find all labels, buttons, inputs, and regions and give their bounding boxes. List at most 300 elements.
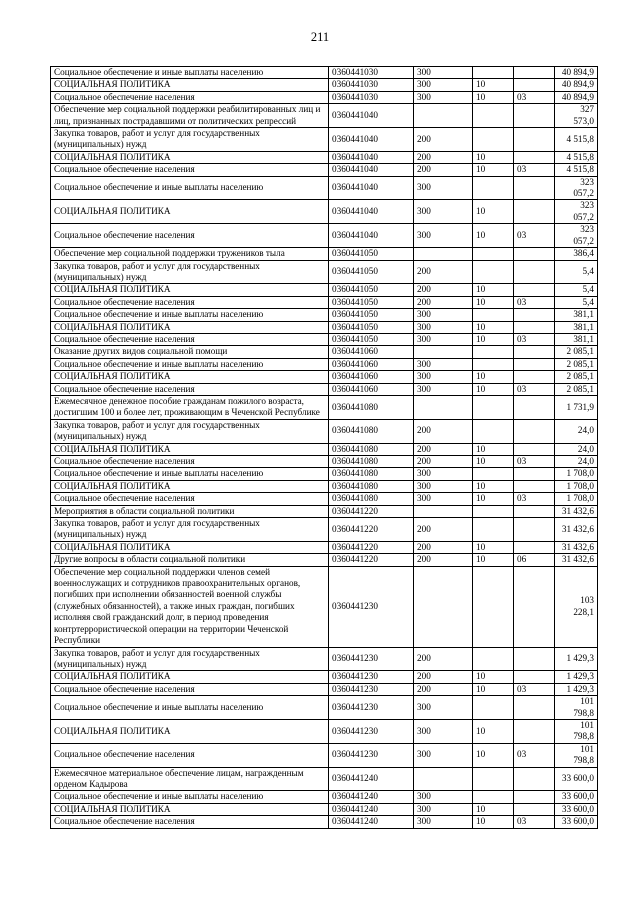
table-row bbox=[51, 128, 598, 152]
row-expense-type-cell: 300 bbox=[414, 743, 473, 767]
row-subsection-cell: 03 bbox=[514, 683, 555, 695]
row-amount-cell: 381,1 bbox=[555, 309, 598, 321]
row-expense-type-cell: 300 bbox=[414, 91, 473, 103]
row-code-cell: 0360441050 bbox=[329, 333, 414, 345]
row-name-cell: СОЦИАЛЬНАЯ ПОЛИТИКА bbox=[51, 443, 329, 455]
row-code-cell: 0360441220 bbox=[329, 518, 414, 542]
row-amount-cell: 33 600,0 bbox=[555, 803, 598, 815]
row-name-cell: Ежемесячное материальное обеспечение лицам, награжденным орденом Кадырова bbox=[51, 767, 329, 791]
budget-table bbox=[50, 66, 598, 829]
table-row bbox=[51, 683, 598, 695]
row-amount-cell: 2 085,1 bbox=[555, 371, 598, 383]
table-row bbox=[51, 104, 598, 128]
table-row bbox=[51, 541, 598, 553]
table-row bbox=[51, 260, 598, 284]
table-row bbox=[51, 67, 598, 79]
row-subsection-cell bbox=[514, 358, 555, 370]
row-amount-cell: 323 057,2 bbox=[555, 200, 598, 224]
row-code-cell: 0360441040 bbox=[329, 200, 414, 224]
row-amount-cell: 4 515,8 bbox=[555, 128, 598, 152]
row-subsection-cell: 03 bbox=[514, 91, 555, 103]
row-amount-cell: 2 085,1 bbox=[555, 346, 598, 358]
row-code-cell: 0360441050 bbox=[329, 260, 414, 284]
row-expense-type-cell: 300 bbox=[414, 493, 473, 505]
row-code-cell: 0360441060 bbox=[329, 371, 414, 383]
row-expense-type-cell bbox=[414, 104, 473, 128]
row-expense-type-cell: 200 bbox=[414, 443, 473, 455]
row-subsection-cell: 03 bbox=[514, 493, 555, 505]
row-section-cell bbox=[473, 67, 514, 79]
table-row bbox=[51, 505, 598, 517]
table-row bbox=[51, 419, 598, 443]
row-amount-cell: 4 515,8 bbox=[555, 164, 598, 176]
row-amount-cell: 31 432,6 bbox=[555, 554, 598, 566]
row-section-cell bbox=[473, 505, 514, 517]
row-subsection-cell bbox=[514, 696, 555, 720]
row-name-cell: Социальное обеспечение и иные выплаты населению bbox=[51, 309, 329, 321]
row-name-cell: Социальное обеспечение и иные выплаты населению bbox=[51, 67, 329, 79]
row-amount-cell: 1 708,0 bbox=[555, 493, 598, 505]
row-code-cell: 0360441220 bbox=[329, 554, 414, 566]
table-row bbox=[51, 200, 598, 224]
row-section-cell: 10 bbox=[473, 91, 514, 103]
row-name-cell: Оказание других видов социальной помощи bbox=[51, 346, 329, 358]
row-subsection-cell bbox=[514, 419, 555, 443]
row-subsection-cell bbox=[514, 104, 555, 128]
table-row bbox=[51, 346, 598, 358]
row-section-cell bbox=[473, 566, 514, 647]
row-section-cell bbox=[473, 767, 514, 791]
table-row bbox=[51, 767, 598, 791]
row-name-cell: Социальное обеспечение населения bbox=[51, 683, 329, 695]
row-name-cell: Закупка товаров, работ и услуг для государственных (муниципальных) нужд bbox=[51, 128, 329, 152]
row-subsection-cell bbox=[514, 346, 555, 358]
row-section-cell: 10 bbox=[473, 683, 514, 695]
row-expense-type-cell: 300 bbox=[414, 321, 473, 333]
table-row bbox=[51, 816, 598, 828]
row-section-cell: 10 bbox=[473, 480, 514, 492]
table-row bbox=[51, 566, 598, 647]
row-amount-cell: 1 429,3 bbox=[555, 683, 598, 695]
row-code-cell: 0360441060 bbox=[329, 346, 414, 358]
row-subsection-cell bbox=[514, 248, 555, 260]
row-expense-type-cell: 200 bbox=[414, 647, 473, 671]
row-section-cell: 10 bbox=[473, 79, 514, 91]
row-expense-type-cell: 300 bbox=[414, 358, 473, 370]
row-section-cell bbox=[473, 395, 514, 419]
table-row bbox=[51, 791, 598, 803]
row-expense-type-cell: 200 bbox=[414, 151, 473, 163]
row-amount-cell: 33 600,0 bbox=[555, 791, 598, 803]
row-name-cell: СОЦИАЛЬНАЯ ПОЛИТИКА bbox=[51, 480, 329, 492]
row-section-cell: 10 bbox=[473, 296, 514, 308]
row-amount-cell: 31 432,6 bbox=[555, 518, 598, 542]
row-code-cell: 0360441050 bbox=[329, 309, 414, 321]
row-section-cell: 10 bbox=[473, 493, 514, 505]
row-name-cell: Социальное обеспечение и иные выплаты населению bbox=[51, 468, 329, 480]
row-expense-type-cell: 300 bbox=[414, 383, 473, 395]
row-section-cell bbox=[473, 176, 514, 200]
row-code-cell: 0360441080 bbox=[329, 443, 414, 455]
table-row bbox=[51, 743, 598, 767]
row-code-cell: 0360441040 bbox=[329, 164, 414, 176]
row-section-cell bbox=[473, 419, 514, 443]
row-amount-cell: 5,4 bbox=[555, 284, 598, 296]
row-amount-cell: 40 894,9 bbox=[555, 79, 598, 91]
row-expense-type-cell: 300 bbox=[414, 816, 473, 828]
row-name-cell: Социальное обеспечение и иные выплаты населению bbox=[51, 358, 329, 370]
table-row bbox=[51, 493, 598, 505]
row-amount-cell: 1 708,0 bbox=[555, 468, 598, 480]
row-expense-type-cell: 300 bbox=[414, 803, 473, 815]
row-name-cell: Закупка товаров, работ и услуг для государственных (муниципальных) нужд bbox=[51, 260, 329, 284]
row-name-cell: Мероприятия в области социальной политики bbox=[51, 505, 329, 517]
row-name-cell: Ежемесячное денежное пособие гражданам пожилого возраста, достигшим 100 и более лет, проживающим в Чеченской Республике bbox=[51, 395, 329, 419]
row-subsection-cell bbox=[514, 200, 555, 224]
row-subsection-cell: 06 bbox=[514, 554, 555, 566]
row-subsection-cell: 03 bbox=[514, 383, 555, 395]
row-code-cell: 0360441220 bbox=[329, 505, 414, 517]
row-code-cell: 0360441080 bbox=[329, 493, 414, 505]
row-expense-type-cell: 300 bbox=[414, 176, 473, 200]
row-expense-type-cell: 300 bbox=[414, 67, 473, 79]
row-subsection-cell bbox=[514, 647, 555, 671]
table-row bbox=[51, 296, 598, 308]
row-section-cell: 10 bbox=[473, 456, 514, 468]
row-code-cell: 0360441080 bbox=[329, 419, 414, 443]
row-name-cell: Социальное обеспечение населения bbox=[51, 383, 329, 395]
row-code-cell: 0360441040 bbox=[329, 176, 414, 200]
row-expense-type-cell: 300 bbox=[414, 309, 473, 321]
row-expense-type-cell: 300 bbox=[414, 371, 473, 383]
row-expense-type-cell: 300 bbox=[414, 480, 473, 492]
row-subsection-cell bbox=[514, 480, 555, 492]
row-amount-cell: 33 600,0 bbox=[555, 767, 598, 791]
row-section-cell: 10 bbox=[473, 383, 514, 395]
row-code-cell: 0360441080 bbox=[329, 480, 414, 492]
row-section-cell bbox=[473, 647, 514, 671]
row-code-cell: 0360441040 bbox=[329, 224, 414, 248]
row-section-cell: 10 bbox=[473, 284, 514, 296]
row-name-cell: СОЦИАЛЬНАЯ ПОЛИТИКА bbox=[51, 719, 329, 743]
row-subsection-cell: 03 bbox=[514, 296, 555, 308]
row-code-cell: 0360441230 bbox=[329, 743, 414, 767]
budget-table-body bbox=[51, 67, 598, 829]
row-section-cell bbox=[473, 346, 514, 358]
row-code-cell: 0360441230 bbox=[329, 566, 414, 647]
row-expense-type-cell: 200 bbox=[414, 541, 473, 553]
row-expense-type-cell: 200 bbox=[414, 284, 473, 296]
table-row bbox=[51, 321, 598, 333]
row-code-cell: 0360441080 bbox=[329, 395, 414, 419]
row-subsection-cell bbox=[514, 443, 555, 455]
row-expense-type-cell bbox=[414, 395, 473, 419]
row-amount-cell: 386,4 bbox=[555, 248, 598, 260]
row-amount-cell: 5,4 bbox=[555, 260, 598, 284]
row-code-cell: 0360441050 bbox=[329, 296, 414, 308]
row-name-cell: Социальное обеспечение населения bbox=[51, 456, 329, 468]
row-expense-type-cell: 200 bbox=[414, 164, 473, 176]
table-row bbox=[51, 671, 598, 683]
row-code-cell: 0360441050 bbox=[329, 284, 414, 296]
table-row bbox=[51, 284, 598, 296]
table-row bbox=[51, 554, 598, 566]
row-expense-type-cell: 200 bbox=[414, 260, 473, 284]
row-expense-type-cell: 300 bbox=[414, 468, 473, 480]
table-row bbox=[51, 333, 598, 345]
row-section-cell: 10 bbox=[473, 743, 514, 767]
row-expense-type-cell: 300 bbox=[414, 333, 473, 345]
row-expense-type-cell: 200 bbox=[414, 419, 473, 443]
row-subsection-cell: 03 bbox=[514, 224, 555, 248]
row-subsection-cell bbox=[514, 309, 555, 321]
row-name-cell: СОЦИАЛЬНАЯ ПОЛИТИКА bbox=[51, 803, 329, 815]
row-subsection-cell: 03 bbox=[514, 743, 555, 767]
row-subsection-cell bbox=[514, 284, 555, 296]
row-subsection-cell bbox=[514, 468, 555, 480]
row-section-cell: 10 bbox=[473, 200, 514, 224]
table-row bbox=[51, 518, 598, 542]
row-amount-cell: 381,1 bbox=[555, 333, 598, 345]
row-code-cell: 0360441040 bbox=[329, 104, 414, 128]
row-name-cell: Социальное обеспечение населения bbox=[51, 743, 329, 767]
row-code-cell: 0360441050 bbox=[329, 248, 414, 260]
row-amount-cell: 2 085,1 bbox=[555, 383, 598, 395]
row-name-cell: СОЦИАЛЬНАЯ ПОЛИТИКА bbox=[51, 321, 329, 333]
row-expense-type-cell bbox=[414, 248, 473, 260]
row-name-cell: СОЦИАЛЬНАЯ ПОЛИТИКА bbox=[51, 79, 329, 91]
row-name-cell: Социальное обеспечение населения bbox=[51, 816, 329, 828]
row-subsection-cell bbox=[514, 260, 555, 284]
row-amount-cell: 31 432,6 bbox=[555, 541, 598, 553]
row-subsection-cell bbox=[514, 505, 555, 517]
row-expense-type-cell: 300 bbox=[414, 224, 473, 248]
row-name-cell: СОЦИАЛЬНАЯ ПОЛИТИКА bbox=[51, 541, 329, 553]
row-section-cell: 10 bbox=[473, 671, 514, 683]
row-code-cell: 0360441230 bbox=[329, 647, 414, 671]
row-subsection-cell bbox=[514, 791, 555, 803]
page-number: 211 bbox=[310, 30, 330, 44]
row-subsection-cell bbox=[514, 79, 555, 91]
row-section-cell: 10 bbox=[473, 719, 514, 743]
row-section-cell bbox=[473, 518, 514, 542]
row-subsection-cell bbox=[514, 803, 555, 815]
row-section-cell: 10 bbox=[473, 443, 514, 455]
row-code-cell: 0360441240 bbox=[329, 803, 414, 815]
row-section-cell: 10 bbox=[473, 803, 514, 815]
row-code-cell: 0360441040 bbox=[329, 151, 414, 163]
row-amount-cell: 24,0 bbox=[555, 419, 598, 443]
row-amount-cell: 323 057,2 bbox=[555, 224, 598, 248]
row-code-cell: 0360441230 bbox=[329, 719, 414, 743]
row-code-cell: 0360441240 bbox=[329, 816, 414, 828]
row-expense-type-cell: 300 bbox=[414, 791, 473, 803]
row-amount-cell: 1 731,9 bbox=[555, 395, 598, 419]
row-code-cell: 0360441060 bbox=[329, 358, 414, 370]
row-name-cell: Социальное обеспечение населения bbox=[51, 296, 329, 308]
row-code-cell: 0360441050 bbox=[329, 321, 414, 333]
row-section-cell: 10 bbox=[473, 321, 514, 333]
row-expense-type-cell: 200 bbox=[414, 518, 473, 542]
row-expense-type-cell bbox=[414, 505, 473, 517]
row-name-cell: Социальное обеспечение и иные выплаты населению bbox=[51, 791, 329, 803]
row-section-cell: 10 bbox=[473, 816, 514, 828]
row-expense-type-cell: 300 bbox=[414, 79, 473, 91]
row-amount-cell: 31 432,6 bbox=[555, 505, 598, 517]
row-amount-cell: 101 798,8 bbox=[555, 743, 598, 767]
row-subsection-cell bbox=[514, 719, 555, 743]
row-name-cell: Социальное обеспечение населения bbox=[51, 333, 329, 345]
table-row bbox=[51, 480, 598, 492]
table-row bbox=[51, 176, 598, 200]
row-section-cell bbox=[473, 260, 514, 284]
row-code-cell: 0360441060 bbox=[329, 383, 414, 395]
table-row bbox=[51, 719, 598, 743]
row-amount-cell: 323 057,2 bbox=[555, 176, 598, 200]
row-subsection-cell bbox=[514, 518, 555, 542]
row-subsection-cell bbox=[514, 566, 555, 647]
row-amount-cell: 5,4 bbox=[555, 296, 598, 308]
table-row bbox=[51, 468, 598, 480]
table-row bbox=[51, 248, 598, 260]
row-amount-cell: 1 708,0 bbox=[555, 480, 598, 492]
row-amount-cell: 327 573,0 bbox=[555, 104, 598, 128]
row-subsection-cell bbox=[514, 767, 555, 791]
row-amount-cell: 103 228,1 bbox=[555, 566, 598, 647]
row-code-cell: 0360441080 bbox=[329, 468, 414, 480]
row-section-cell: 10 bbox=[473, 333, 514, 345]
row-subsection-cell bbox=[514, 176, 555, 200]
table-row bbox=[51, 164, 598, 176]
table-row bbox=[51, 647, 598, 671]
row-section-cell bbox=[473, 696, 514, 720]
row-name-cell: Социальное обеспечение населения bbox=[51, 493, 329, 505]
row-code-cell: 0360441240 bbox=[329, 791, 414, 803]
row-amount-cell: 33 600,0 bbox=[555, 816, 598, 828]
table-row bbox=[51, 79, 598, 91]
row-amount-cell: 2 085,1 bbox=[555, 358, 598, 370]
row-section-cell: 10 bbox=[473, 554, 514, 566]
row-section-cell: 10 bbox=[473, 164, 514, 176]
row-section-cell bbox=[473, 248, 514, 260]
row-section-cell bbox=[473, 358, 514, 370]
row-code-cell: 0360441030 bbox=[329, 67, 414, 79]
row-section-cell bbox=[473, 309, 514, 321]
row-expense-type-cell: 300 bbox=[414, 200, 473, 224]
row-subsection-cell bbox=[514, 151, 555, 163]
row-amount-cell: 101 798,8 bbox=[555, 719, 598, 743]
row-name-cell: Социальное обеспечение и иные выплаты населению bbox=[51, 696, 329, 720]
row-subsection-cell bbox=[514, 395, 555, 419]
row-section-cell bbox=[473, 104, 514, 128]
row-subsection-cell: 03 bbox=[514, 456, 555, 468]
row-section-cell bbox=[473, 468, 514, 480]
row-expense-type-cell: 200 bbox=[414, 128, 473, 152]
row-section-cell bbox=[473, 791, 514, 803]
row-expense-type-cell bbox=[414, 346, 473, 358]
table-row bbox=[51, 395, 598, 419]
row-name-cell: СОЦИАЛЬНАЯ ПОЛИТИКА bbox=[51, 200, 329, 224]
table-row bbox=[51, 309, 598, 321]
row-section-cell: 10 bbox=[473, 151, 514, 163]
table-row bbox=[51, 443, 598, 455]
row-name-cell: СОЦИАЛЬНАЯ ПОЛИТИКА bbox=[51, 371, 329, 383]
row-amount-cell: 101 798,8 bbox=[555, 696, 598, 720]
row-name-cell: Социальное обеспечение населения bbox=[51, 164, 329, 176]
row-name-cell: Социальное обеспечение и иные выплаты населению bbox=[51, 176, 329, 200]
row-name-cell: Закупка товаров, работ и услуг для государственных (муниципальных) нужд bbox=[51, 518, 329, 542]
row-expense-type-cell: 200 bbox=[414, 456, 473, 468]
row-name-cell: СОЦИАЛЬНАЯ ПОЛИТИКА bbox=[51, 284, 329, 296]
row-expense-type-cell: 300 bbox=[414, 719, 473, 743]
row-expense-type-cell: 200 bbox=[414, 671, 473, 683]
row-section-cell: 10 bbox=[473, 371, 514, 383]
table-row bbox=[51, 803, 598, 815]
row-subsection-cell bbox=[514, 371, 555, 383]
table-row bbox=[51, 358, 598, 370]
table-row bbox=[51, 696, 598, 720]
row-expense-type-cell: 200 bbox=[414, 554, 473, 566]
row-name-cell: Другие вопросы в области социальной политики bbox=[51, 554, 329, 566]
row-name-cell: Социальное обеспечение населения bbox=[51, 224, 329, 248]
row-subsection-cell bbox=[514, 541, 555, 553]
row-subsection-cell bbox=[514, 128, 555, 152]
row-subsection-cell bbox=[514, 67, 555, 79]
row-name-cell: Обеспечение мер социальной поддержки членов семей военнослужащих и сотрудников правоохранительных органов, погибших при исполнении обязанностей военной службы (служебных обязанностей), а также иных граждан, погибших исполняя свой гражданский долг, в период проведения контртеррористической операции на территории Чеченской Республики bbox=[51, 566, 329, 647]
row-name-cell: Обеспечение мер социальной поддержки реабилитированных лиц и лиц, признанных пострадавшими от политических репрессий bbox=[51, 104, 329, 128]
row-subsection-cell: 03 bbox=[514, 816, 555, 828]
row-amount-cell: 4 515,8 bbox=[555, 151, 598, 163]
row-code-cell: 0360441220 bbox=[329, 541, 414, 553]
row-amount-cell: 24,0 bbox=[555, 456, 598, 468]
row-amount-cell: 1 429,3 bbox=[555, 671, 598, 683]
row-code-cell: 0360441040 bbox=[329, 128, 414, 152]
row-code-cell: 0360441080 bbox=[329, 456, 414, 468]
row-section-cell: 10 bbox=[473, 541, 514, 553]
row-amount-cell: 40 894,9 bbox=[555, 67, 598, 79]
row-expense-type-cell bbox=[414, 767, 473, 791]
row-section-cell: 10 bbox=[473, 224, 514, 248]
row-amount-cell: 1 429,3 bbox=[555, 647, 598, 671]
table-row bbox=[51, 371, 598, 383]
row-expense-type-cell: 300 bbox=[414, 696, 473, 720]
row-subsection-cell: 03 bbox=[514, 164, 555, 176]
row-amount-cell: 24,0 bbox=[555, 443, 598, 455]
row-subsection-cell: 03 bbox=[514, 333, 555, 345]
row-name-cell: СОЦИАЛЬНАЯ ПОЛИТИКА bbox=[51, 671, 329, 683]
table-row bbox=[51, 383, 598, 395]
row-expense-type-cell: 200 bbox=[414, 683, 473, 695]
table-row bbox=[51, 151, 598, 163]
row-subsection-cell bbox=[514, 671, 555, 683]
row-name-cell: СОЦИАЛЬНАЯ ПОЛИТИКА bbox=[51, 151, 329, 163]
row-code-cell: 0360441030 bbox=[329, 91, 414, 103]
row-name-cell: Закупка товаров, работ и услуг для государственных (муниципальных) нужд bbox=[51, 419, 329, 443]
row-expense-type-cell: 200 bbox=[414, 296, 473, 308]
table-row bbox=[51, 224, 598, 248]
table-row bbox=[51, 456, 598, 468]
row-code-cell: 0360441230 bbox=[329, 683, 414, 695]
row-amount-cell: 381,1 bbox=[555, 321, 598, 333]
row-code-cell: 0360441230 bbox=[329, 696, 414, 720]
row-amount-cell: 40 894,9 bbox=[555, 91, 598, 103]
row-code-cell: 0360441240 bbox=[329, 767, 414, 791]
row-code-cell: 0360441030 bbox=[329, 79, 414, 91]
row-code-cell: 0360441230 bbox=[329, 671, 414, 683]
row-name-cell: Обеспечение мер социальной поддержки тружеников тыла bbox=[51, 248, 329, 260]
row-subsection-cell bbox=[514, 321, 555, 333]
table-row bbox=[51, 91, 598, 103]
